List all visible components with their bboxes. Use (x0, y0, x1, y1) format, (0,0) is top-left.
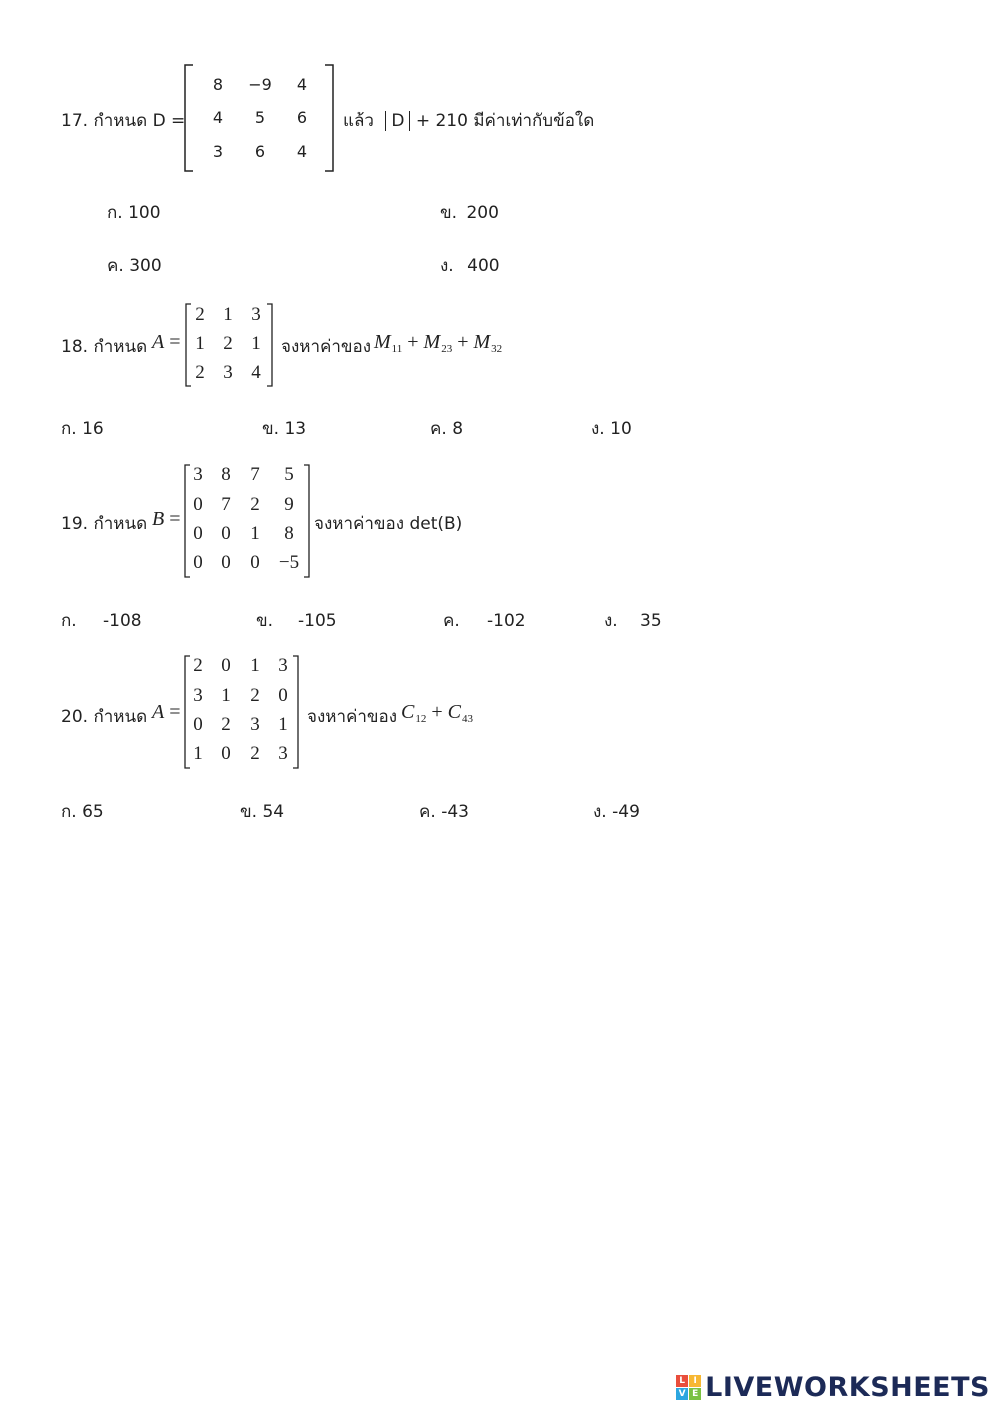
option-b[interactable] (256, 607, 337, 634)
question-number: 17. (61, 111, 89, 131)
option-value: 54 (262, 802, 285, 822)
option-b[interactable] (440, 199, 499, 226)
matrix-cell: 3 (250, 714, 260, 735)
option-label: ง. (593, 802, 607, 822)
question-20-ask: จงหาค่าของ (307, 707, 398, 727)
matrix-cell: 8 (221, 464, 231, 485)
plus-sign: + (431, 701, 443, 723)
question-18-ask: จงหาค่าของ (281, 337, 372, 357)
matrix-cell: 2 (195, 362, 205, 383)
option-d[interactable] (591, 415, 632, 442)
minor-subscript: 32 (491, 343, 503, 355)
plus-sign: + (407, 331, 419, 353)
matrix-cell: 4 (296, 75, 308, 94)
matrix-d (184, 64, 334, 172)
option-a[interactable] (61, 415, 104, 442)
option-a[interactable] (61, 798, 104, 825)
matrix-cell: 3 (278, 655, 288, 676)
matrix-cell: 0 (221, 552, 231, 573)
matrix-name (152, 331, 181, 354)
matrix-cell: 6 (254, 142, 266, 161)
equals-sign: = (169, 508, 181, 530)
matrix-variable: A (152, 701, 165, 723)
matrix-cell: 5 (254, 108, 266, 127)
question-tail: + 210 มีค่าเท่ากับข้อใด (415, 111, 595, 131)
matrix-cell: 4 (212, 108, 224, 127)
matrix-cell: 2 (250, 494, 260, 515)
cofactor-symbol: C (401, 701, 415, 723)
plus-sign: + (457, 331, 469, 353)
question-number: 20. (61, 707, 89, 727)
matrix-cell: 2 (250, 685, 260, 706)
matrix-cell: 7 (221, 494, 231, 515)
question-lead: กำหนด (93, 337, 148, 357)
matrix-cell: 1 (195, 333, 205, 354)
question-lead: กำหนด (93, 707, 148, 727)
cofactor-symbol: C (447, 701, 461, 723)
matrix-cell: 0 (221, 655, 231, 676)
matrix-cell: 1 (278, 714, 288, 735)
option-value: 8 (452, 419, 464, 439)
matrix-cell: 3 (223, 362, 233, 383)
cofactor-subscript: 43 (461, 713, 473, 725)
option-value: 400 (467, 256, 500, 276)
option-value: -49 (612, 802, 640, 822)
logo-letter: V (676, 1388, 688, 1400)
option-label: ค. (419, 802, 436, 822)
option-d[interactable] (604, 607, 662, 634)
option-label: ข. (240, 802, 258, 822)
logo-letter: I (689, 1375, 701, 1387)
logo-letter: E (689, 1388, 701, 1400)
matrix-a-3x3 (185, 303, 273, 387)
matrix-cell: 6 (296, 108, 308, 127)
matrix-cell: 4 (296, 142, 308, 161)
minor-expression (374, 331, 502, 354)
question-19-ask: จงหาค่าของ det(B) (314, 514, 463, 534)
option-label: ง. (604, 611, 618, 631)
option-value: 13 (284, 419, 307, 439)
minor-symbol: M (473, 331, 491, 353)
equals-sign: = (169, 701, 181, 723)
question-number: 19. (61, 514, 89, 534)
question-lead: กำหนด D = (93, 111, 186, 131)
determinant-bars (385, 111, 410, 131)
option-value: 200 (466, 203, 499, 223)
option-value: 100 (128, 203, 161, 223)
option-b[interactable] (240, 798, 284, 825)
option-d[interactable] (593, 798, 640, 825)
matrix-name (152, 508, 181, 531)
logo-mark-icon (676, 1375, 701, 1400)
matrix-cell: 0 (278, 685, 288, 706)
option-c[interactable] (443, 607, 526, 634)
option-c[interactable] (419, 798, 469, 825)
matrix-cell: 1 (250, 523, 260, 544)
question-17-stem (61, 107, 185, 134)
matrix-variable: A (152, 331, 165, 353)
option-label: ก. (61, 802, 77, 822)
determinant-symbol: D (391, 111, 405, 131)
matrix-cell: 3 (251, 304, 261, 325)
matrix-cell: 0 (221, 523, 231, 544)
question-after: แล้ว (343, 111, 374, 131)
matrix-cell: 2 (193, 655, 203, 676)
matrix-cell: 9 (284, 494, 294, 515)
matrix-cell: 3 (278, 743, 288, 764)
question-18-stem (61, 333, 147, 360)
matrix-cell: 0 (193, 552, 203, 573)
logo-wordmark: LIVEWORKSHEETS (705, 1372, 990, 1403)
matrix-b-4x4 (184, 464, 310, 578)
option-label: ค. (430, 419, 447, 439)
option-value: -102 (487, 611, 526, 631)
matrix-cell: 1 (221, 685, 231, 706)
question-lead: กำหนด (93, 514, 148, 534)
matrix-cell: 5 (284, 464, 294, 485)
option-value: -43 (441, 802, 469, 822)
option-label: ข. (440, 203, 458, 223)
option-c[interactable] (430, 415, 463, 442)
question-17-tail (343, 107, 594, 134)
matrix-cell: 3 (212, 142, 224, 161)
matrix-cell: 8 (212, 75, 224, 94)
matrix-cell: 1 (193, 743, 203, 764)
matrix-cell: 2 (195, 304, 205, 325)
matrix-cell: 3 (193, 464, 203, 485)
option-label: ก. (107, 203, 123, 223)
logo-letter: L (676, 1375, 688, 1387)
option-value: 35 (640, 611, 662, 631)
matrix-cell: 1 (223, 304, 233, 325)
option-value: 65 (82, 802, 104, 822)
matrix-variable: B (152, 508, 165, 530)
option-label: ง. (591, 419, 605, 439)
option-a[interactable] (107, 199, 161, 226)
equals-sign: = (169, 331, 181, 353)
option-b[interactable] (262, 415, 306, 442)
matrix-cell: 0 (193, 714, 203, 735)
question-20-stem (61, 703, 147, 730)
minor-symbol: M (423, 331, 441, 353)
option-d[interactable] (440, 252, 500, 279)
matrix-cell: −5 (278, 552, 300, 573)
matrix-cell: 0 (221, 743, 231, 764)
option-value: 16 (82, 419, 104, 439)
matrix-cell: 4 (251, 362, 261, 383)
option-value: -108 (103, 611, 142, 631)
option-a[interactable] (61, 607, 142, 634)
matrix-cell: 3 (193, 685, 203, 706)
matrix-cell: 0 (193, 494, 203, 515)
option-label: ข. (256, 611, 274, 631)
matrix-cell: 2 (223, 333, 233, 354)
option-label: ง. (440, 256, 454, 276)
option-value: -105 (298, 611, 337, 631)
option-value: 10 (610, 419, 632, 439)
option-label: ก. (61, 419, 77, 439)
cofactor-subscript: 12 (415, 713, 427, 725)
option-label: ข. (262, 419, 280, 439)
option-label: ค. (443, 611, 460, 631)
option-label: ก. (61, 611, 77, 631)
minor-subscript: 11 (391, 343, 403, 355)
matrix-cell: 2 (250, 743, 260, 764)
question-number: 18. (61, 337, 89, 357)
matrix-cell: 0 (193, 523, 203, 544)
matrix-cell: 8 (284, 523, 294, 544)
option-value: 300 (129, 256, 162, 276)
matrix-name (152, 701, 181, 724)
matrix-cell: 1 (250, 655, 260, 676)
matrix-cell: 1 (251, 333, 261, 354)
liveworksheets-logo (676, 1372, 990, 1403)
matrix-cell: 2 (221, 714, 231, 735)
option-label: ค. (107, 256, 124, 276)
matrix-cell: 0 (250, 552, 260, 573)
matrix-cell: 7 (250, 464, 260, 485)
minor-symbol: M (374, 331, 391, 353)
question-19-stem (61, 510, 147, 537)
minor-subscript: 23 (441, 343, 453, 355)
matrix-a-4x4 (184, 655, 299, 769)
matrix-cell: −9 (248, 75, 272, 94)
option-c[interactable] (107, 252, 162, 279)
cofactor-expression (401, 701, 473, 724)
